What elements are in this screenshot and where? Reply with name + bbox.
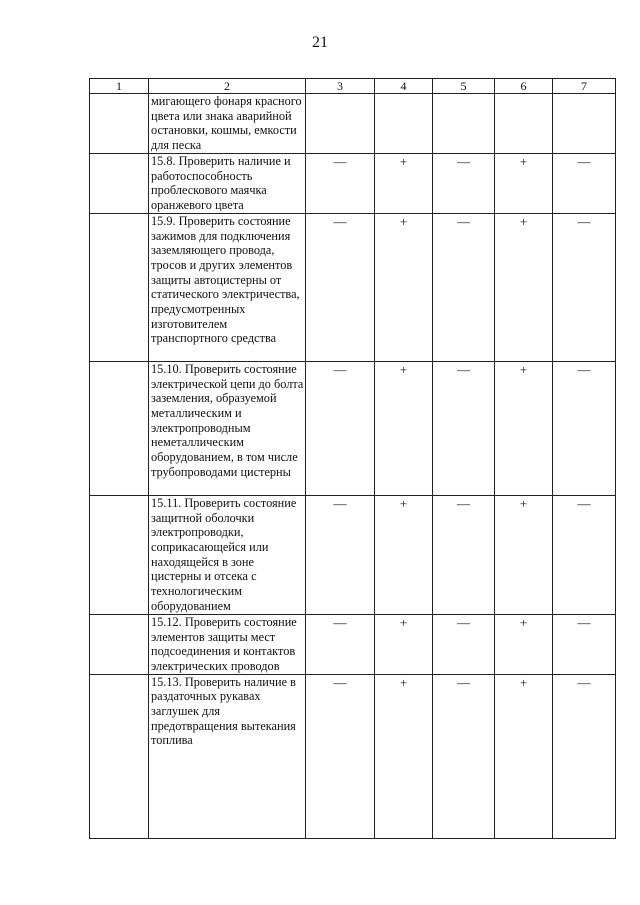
header-cell-3: 3 <box>306 79 375 94</box>
table-row <box>90 153 616 213</box>
cell-col7: — <box>553 361 616 495</box>
cell-col7: — <box>553 213 616 361</box>
cell-col7: — <box>553 495 616 614</box>
cell-description: 15.9. Проверить состояние зажимов для подключения заземляющего провода, тросов и других элементов защиты автоцистерны от статического электричества, предусмотренных изготовителем транспортного средства <box>149 213 306 361</box>
cell-col6: + <box>495 614 553 674</box>
cell-col4: + <box>375 495 433 614</box>
cell-col7: — <box>553 674 616 838</box>
cell-col4: + <box>375 213 433 361</box>
cell-col3: — <box>306 213 375 361</box>
cell-col1 <box>90 614 149 674</box>
header-cell-1: 1 <box>90 79 149 94</box>
cell-col5: — <box>433 495 495 614</box>
cell-col3: — <box>306 153 375 213</box>
table-row <box>90 614 616 674</box>
cell-col5: — <box>433 614 495 674</box>
cell-col4: + <box>375 614 433 674</box>
cell-col4 <box>375 94 433 154</box>
header-cell-2: 2 <box>149 79 306 94</box>
cell-col1 <box>90 213 149 361</box>
cell-col7 <box>553 94 616 154</box>
cell-col7: — <box>553 614 616 674</box>
cell-col3 <box>306 94 375 154</box>
cell-description: 15.13. Проверить наличие в раздаточных рукавах заглушек для предотвращения вытекания топлива <box>149 674 306 838</box>
header-cell-5: 5 <box>433 79 495 94</box>
table-row <box>90 674 616 838</box>
cell-col3: — <box>306 361 375 495</box>
cell-col1 <box>90 94 149 154</box>
cell-col4: + <box>375 361 433 495</box>
cell-col5 <box>433 94 495 154</box>
cell-col6: + <box>495 495 553 614</box>
requirements-table <box>89 78 616 839</box>
cell-col5: — <box>433 674 495 838</box>
cell-description: 15.11. Проверить состояние защитной оболочки электропроводки, соприкасающейся или находящейся в зоне цистерны и отсека с технологическим оборудованием <box>149 495 306 614</box>
cell-col4: + <box>375 674 433 838</box>
cell-col1 <box>90 153 149 213</box>
cell-col6: + <box>495 674 553 838</box>
page-number: 21 <box>312 34 328 51</box>
cell-col1 <box>90 361 149 495</box>
header-row <box>90 79 616 94</box>
cell-col5: — <box>433 153 495 213</box>
cell-col3: — <box>306 495 375 614</box>
cell-col5: — <box>433 361 495 495</box>
cell-col4: + <box>375 153 433 213</box>
header-cell-7: 7 <box>553 79 616 94</box>
cell-col3: — <box>306 614 375 674</box>
cell-col1 <box>90 495 149 614</box>
cell-col3: — <box>306 674 375 838</box>
cell-col6: + <box>495 361 553 495</box>
cell-col5: — <box>433 213 495 361</box>
cell-col6 <box>495 94 553 154</box>
cell-description: 15.8. Проверить наличие и работоспособность проблескового маячка оранжевого цвета <box>149 153 306 213</box>
cell-col1 <box>90 674 149 838</box>
header-cell-4: 4 <box>375 79 433 94</box>
cell-description: 15.12. Проверить состояние элементов защиты мест подсоединения и контактов электрических проводов <box>149 614 306 674</box>
table-row <box>90 495 616 614</box>
table-row <box>90 94 616 154</box>
cell-col6: + <box>495 213 553 361</box>
cell-col7: — <box>553 153 616 213</box>
header-cell-6: 6 <box>495 79 553 94</box>
cell-col6: + <box>495 153 553 213</box>
table-row <box>90 361 616 495</box>
table-row <box>90 213 616 361</box>
cell-description: мигающего фонаря красного цвета или знака аварийной остановки, кошмы, емкости для песка <box>149 94 306 154</box>
cell-description: 15.10. Проверить состояние электрической цепи до болта заземления, образуемой металлическим и электропроводным неметаллическим оборудованием, в том числе трубопроводами цистерны <box>149 361 306 495</box>
